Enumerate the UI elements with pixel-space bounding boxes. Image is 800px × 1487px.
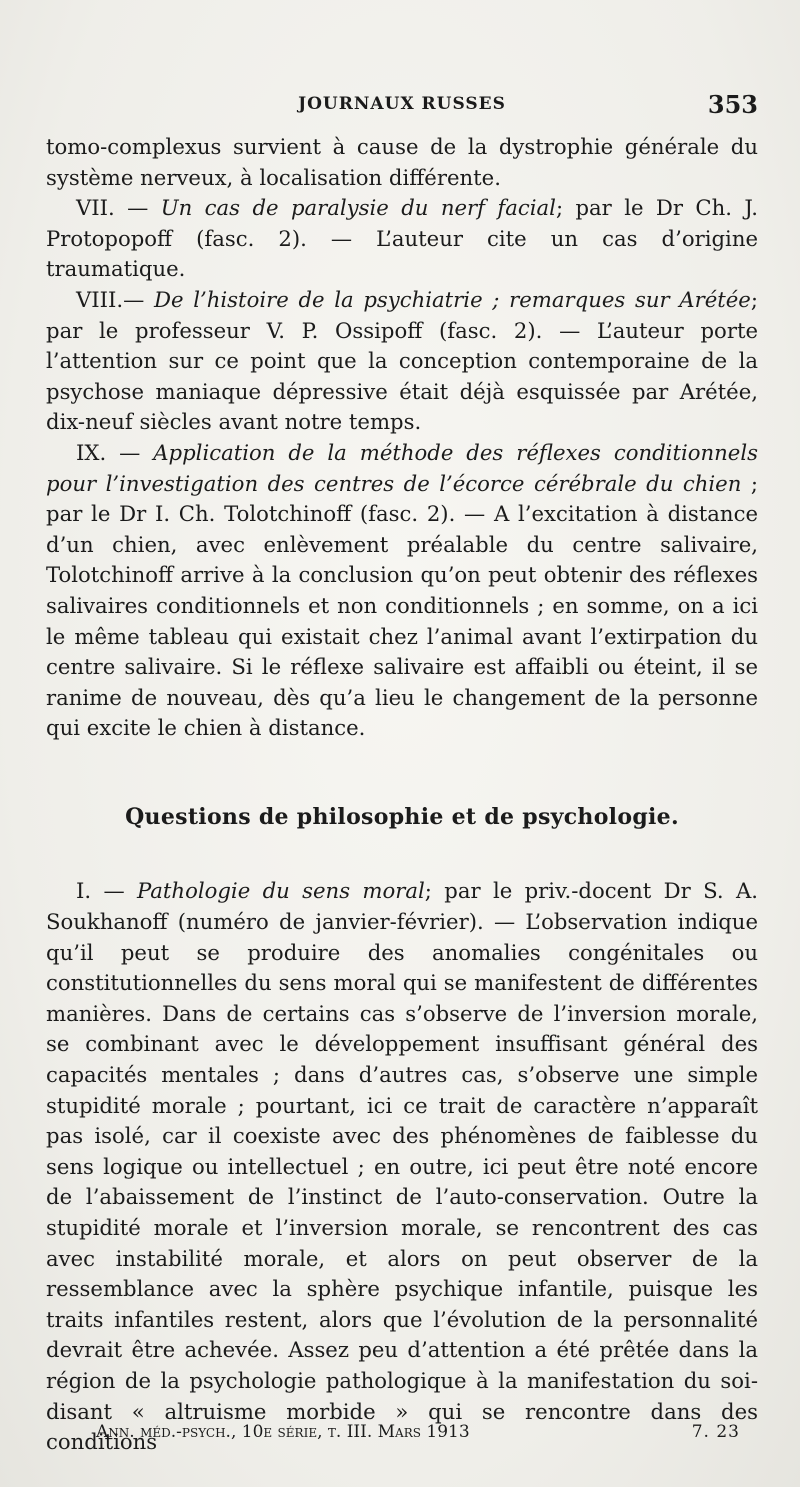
entry-title: Application de la méthode des réflexes conditionnels pour l’investigation des centres de l’écorce cérébrale du chien — [46, 439, 758, 496]
entry-label: IX. — — [76, 439, 141, 465]
entry-text: ; par le Dr I. Ch. Tolotchinoff (fasc. 2). — A l’excitation à distance d’un chien, avec enlèvement préalable du centre salivaire, Tolotchinoff arrive à la conclusion qu’on peut obtenir des réflexes salivaires conditionnels et non conditionnels ; en somme, on a ici le même tableau qui existait chez l’animal avant l’extirpation du centre salivaire. Si le réflexe salivaire est affaibli ou éteint, il se ranime de nouveau, dès qu’a lieu le changement de la personne qui excite le chien à distance. — [46, 470, 758, 741]
entry-label: VIII.— — [76, 286, 145, 312]
section-heading: Questions de philosophie et de psychologie. — [125, 803, 679, 830]
entry-label: VII. — — [76, 195, 149, 221]
entry-title: Un cas de paralysie du nerf facial — [160, 195, 556, 221]
entry-text: ; par le Dr Ch. J. Protopopoff (fasc. 2). — L’auteur cite un cas d’origine traumatique. — [46, 195, 758, 282]
entry-ix — [46, 438, 758, 744]
page-footer — [96, 1422, 740, 1452]
entry-viii — [46, 285, 758, 438]
entry-vii — [46, 193, 758, 285]
entry-text: ; par le priv.-docent Dr S. A. Soukhanoff (numéro de janvier-février). — L’observation indique qu’il peut se produire des anomalies congénitales ou constitutionnelles du sens moral qui se manifestent de différentes manières. Dans de certains cas s’observe de l’inversion morale, se combinant avec le développement insuffisant général des capacités mentales ; dans d’autres cas, s’observe une simple stupidité morale ; pourtant, ici ce trait de caractère n’apparaît pas isolé, car il coexiste avec des phénomènes de faiblesse du sens logique ou intellectuel ; en outre, ici peut être noté encore de l’abaissement de l’instinct de l’auto-conservation. Outre la stupidité morale et l’inversion morale, se rencontrent des cas avec instabilité morale, et alors on peut observer de la ressemblance avec la sphère psychique infantile, puisque les traits infantiles restent, alors que l’évolution de la personnalité devrait être achevée. Assez peu d’attention a été prêtée dans la région de la psychologie pathologique à la manifestation du soi-disant « altruisme morbide » qui se rencontre dans des conditions — [46, 878, 758, 1455]
entry-i — [46, 876, 758, 1457]
running-head — [46, 90, 758, 120]
page-body — [46, 132, 758, 1458]
footer-citation: Ann. méd.-psych., 10e série, t. III. Mars 1913 — [96, 1422, 470, 1442]
page-number: 353 — [707, 90, 758, 119]
entry-label: I. — — [76, 878, 125, 904]
entry-title: Pathologie du sens moral — [136, 878, 425, 904]
footer-signature: 7. 23 — [691, 1422, 740, 1442]
entry-title: De l’histoire de la psychiatrie ; remarques sur Arétée — [154, 286, 751, 312]
entry-text: ; par le professeur V. P. Ossipoff (fasc. 2). — L’auteur porte l’attention sur ce point que la conception contemporaine de la psychose maniaque dépressive était déjà esquissée par Arétée, dix-neuf siècles avant notre temps. — [46, 286, 758, 435]
running-title: JOURNAUX RUSSES — [298, 94, 506, 114]
continuation-paragraph: tomo-complexus survient à cause de la dystrophie générale du système nerveux, à localisation différente. — [46, 134, 758, 190]
